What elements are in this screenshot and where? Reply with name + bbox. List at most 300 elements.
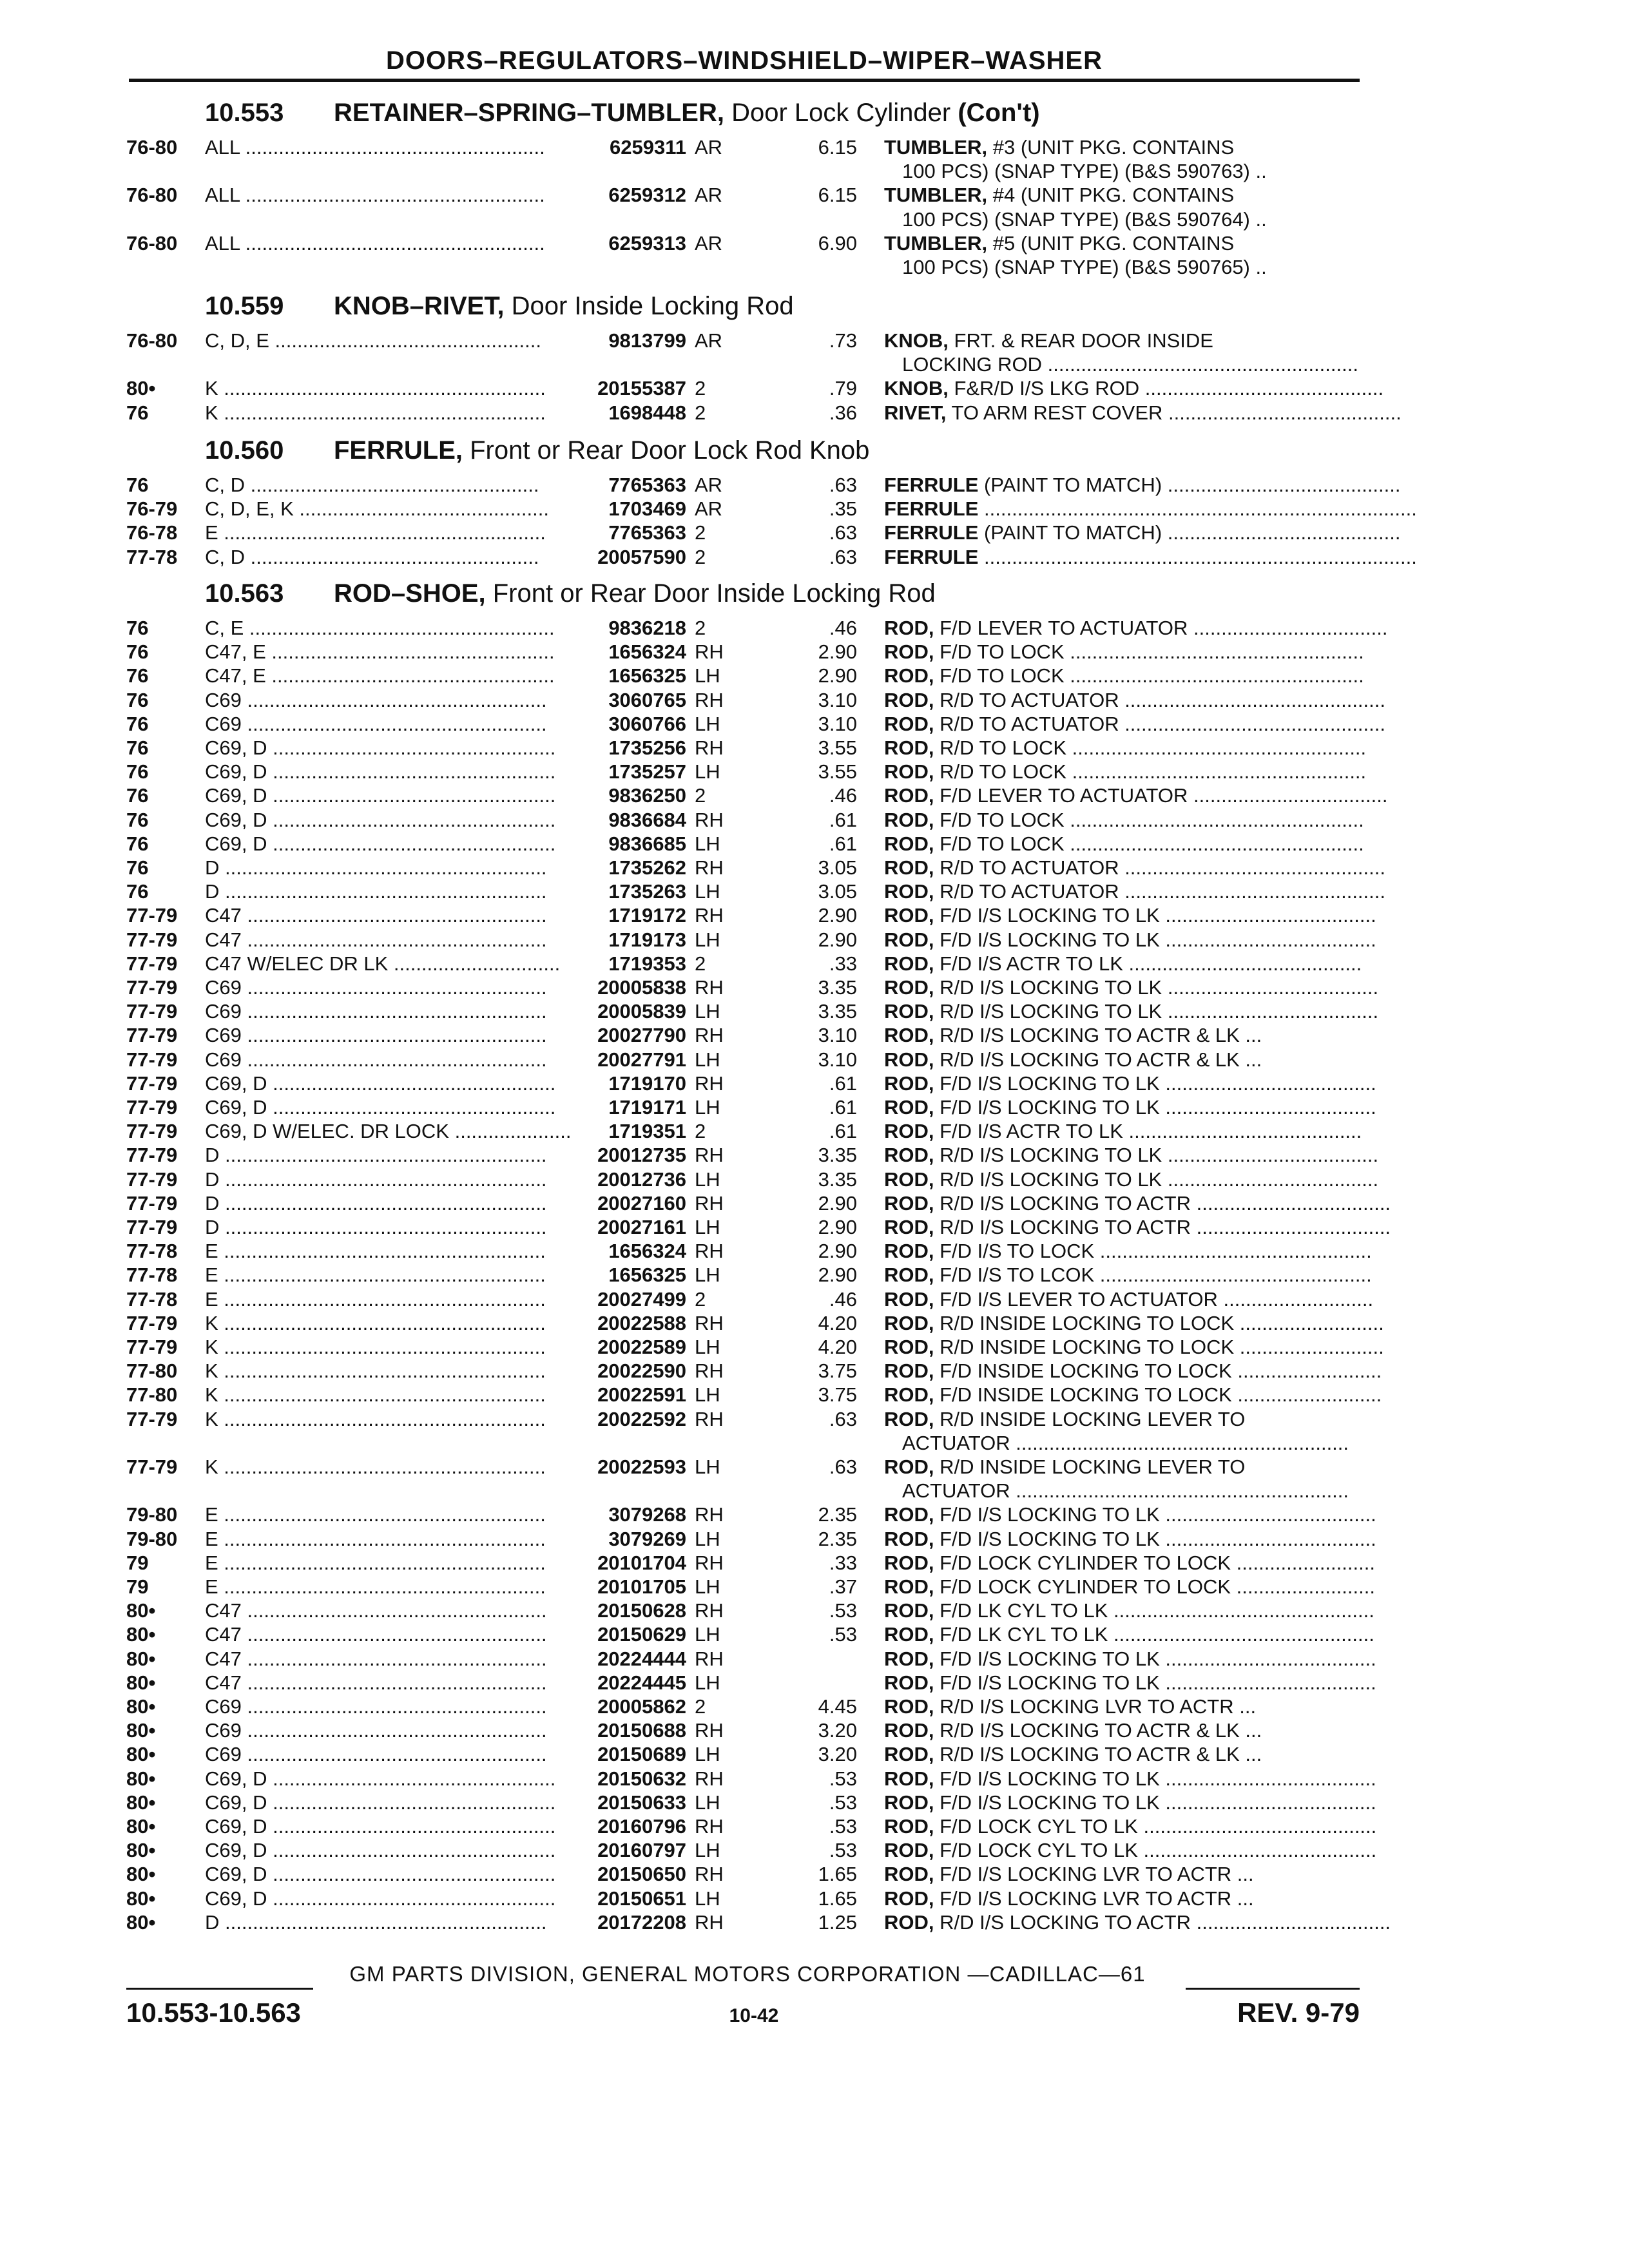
row-year: 80• — [126, 1671, 156, 1694]
row-quantity: 2 — [695, 377, 706, 399]
table-row — [0, 1287, 1629, 1312]
row-part-number: 1719351 — [608, 1120, 686, 1142]
row-description-continued: ACTUATOR ............................................................ — [902, 1479, 1349, 1502]
row-body-style: C69, D ................................................... — [205, 784, 556, 807]
row-description-text: F/D I/S LOCKING TO LK ...................................... — [934, 1767, 1376, 1790]
row-description — [884, 856, 1385, 880]
row-part-number: 9836250 — [608, 784, 686, 807]
table-row — [0, 329, 1629, 353]
table-row — [0, 616, 1629, 640]
row-year: 76 — [126, 760, 149, 783]
row-price: 6.15 — [818, 184, 857, 206]
row-description-text: R/D I/S LOCKING TO ACTR & LK ... — [934, 1743, 1262, 1765]
table-row — [0, 1239, 1629, 1264]
table-row — [0, 1647, 1629, 1671]
footer-rule-right — [1186, 1988, 1360, 1990]
row-quantity: LH — [695, 1575, 720, 1598]
row-description-text: F/D LK CYL TO LK ............................................... — [934, 1599, 1374, 1622]
row-price: .33 — [829, 952, 857, 975]
row-body-style: C69 ...................................................... — [205, 713, 547, 735]
row-year: 76 — [126, 856, 149, 879]
row-description-head: ROD, — [884, 1743, 934, 1765]
row-part-number: 20150688 — [597, 1719, 686, 1742]
row-body-style: C47, E ................................................... — [205, 664, 555, 687]
row-description-text: F/D I/S ACTR TO LK .......................................... — [934, 952, 1362, 975]
row-quantity: LH — [695, 1791, 720, 1814]
row-body-style: ALL ...................................................... — [205, 232, 545, 255]
table-row — [0, 473, 1629, 497]
row-description-head: ROD, — [884, 856, 934, 879]
row-description-head: ROD, — [884, 1264, 934, 1286]
row-price: 3.75 — [818, 1360, 857, 1382]
row-body-style: E .......................................................... — [205, 1264, 546, 1286]
section-number: 10.553 — [205, 99, 284, 127]
row-part-number: 7765363 — [608, 474, 686, 496]
row-quantity: AR — [695, 329, 723, 352]
row-description-head: ROD, — [884, 1216, 934, 1238]
row-body-style: C69, D ................................................... — [205, 760, 556, 783]
row-price: 2.90 — [818, 904, 857, 927]
row-description-text: F/D I/S LOCKING TO LK ...................................... — [934, 904, 1376, 927]
row-part-number: 20022590 — [597, 1360, 686, 1382]
row-description-text: F/D I/S LOCKING TO LK ...................................... — [934, 1528, 1376, 1550]
row-body-style: D .......................................................... — [205, 1168, 547, 1191]
table-row — [0, 879, 1629, 904]
row-description-head: ROD, — [884, 1048, 934, 1071]
row-price: 4.45 — [818, 1695, 857, 1718]
row-description-text: .............................................................................. — [978, 546, 1417, 568]
row-description-head: ROD, — [884, 904, 934, 927]
row-year: 77-79 — [126, 1048, 178, 1071]
row-part-number: 20150651 — [597, 1887, 686, 1910]
row-description-text: R/D TO ACTUATOR ............................................... — [934, 856, 1385, 879]
row-price: .53 — [829, 1767, 857, 1790]
row-body-style: E .......................................................... — [205, 1528, 546, 1550]
table-row — [0, 1862, 1629, 1887]
row-quantity: LH — [695, 1336, 720, 1358]
row-quantity: 2 — [695, 952, 706, 975]
row-description-text: F/D I/S LOCKING TO LK ...................................... — [934, 1096, 1376, 1119]
table-row — [0, 1718, 1629, 1743]
row-body-style: K .......................................................... — [205, 1360, 546, 1382]
row-quantity: LH — [695, 1743, 720, 1765]
row-price: 3.35 — [818, 976, 857, 999]
row-body-style: C47, E ................................................... — [205, 640, 555, 663]
table-row — [0, 975, 1629, 1000]
row-body-style: E .......................................................... — [205, 1503, 546, 1526]
row-year: 76-79 — [126, 497, 178, 520]
row-price: .46 — [829, 1288, 857, 1311]
row-description-text: #4 (UNIT PKG. CONTAINS — [987, 184, 1235, 206]
row-body-style: C69 ...................................................... — [205, 976, 547, 999]
row-year: 77-80 — [126, 1383, 178, 1406]
row-price: .63 — [829, 546, 857, 568]
section-title: Front or Rear Door Inside Locking Rod — [485, 579, 936, 608]
row-quantity: AR — [695, 474, 723, 496]
row-price: 3.10 — [818, 1024, 857, 1046]
row-year: 79-80 — [126, 1528, 178, 1550]
row-part-number: 20150650 — [597, 1863, 686, 1885]
row-body-style: C47 ...................................................... — [205, 1648, 547, 1670]
row-quantity: RH — [695, 1863, 724, 1885]
table-row — [0, 664, 1629, 688]
row-part-number: 1719170 — [608, 1072, 686, 1095]
table-row — [0, 1671, 1629, 1695]
row-description-head: ROD, — [884, 1695, 934, 1718]
row-part-number: 20027499 — [597, 1288, 686, 1311]
table-row — [0, 1215, 1629, 1240]
row-description — [884, 1814, 1377, 1839]
row-description-text: F/D TO LOCK ..................................................... — [934, 664, 1364, 687]
row-description-text: F/D I/S LOCKING TO LK ...................................... — [934, 1648, 1376, 1670]
section-title: Front or Rear Door Lock Rod Knob — [463, 436, 870, 465]
row-year: 80• — [126, 1887, 156, 1910]
row-description-text: R/D I/S LOCKING TO ACTR ................................... — [934, 1216, 1391, 1238]
row-price: .53 — [829, 1815, 857, 1838]
row-quantity: RH — [695, 1240, 724, 1262]
section-title-bold: RETAINER–SPRING–TUMBLER, — [334, 99, 724, 127]
row-description-text: F/D TO LOCK ..................................................... — [934, 809, 1364, 831]
row-quantity: 2 — [695, 784, 706, 807]
row-description-head: ROD, — [884, 1120, 934, 1142]
row-quantity: LH — [695, 760, 720, 783]
row-body-style: C69 ...................................................... — [205, 1024, 547, 1046]
row-body-style: C47 ...................................................... — [205, 1599, 547, 1622]
row-description-text: R/D TO LOCK ..................................................... — [934, 736, 1367, 759]
row-year: 77-79 — [126, 1096, 178, 1119]
row-quantity: RH — [695, 1360, 724, 1382]
table-row-continuation — [0, 207, 1629, 232]
row-year: 76 — [126, 784, 149, 807]
row-quantity: LH — [695, 880, 720, 903]
row-part-number: 20012735 — [597, 1144, 686, 1166]
row-body-style: C47 ...................................................... — [205, 928, 547, 951]
row-description-head: ROD, — [884, 1911, 934, 1934]
row-part-number: 20224445 — [597, 1671, 686, 1694]
row-description-head: ROD, — [884, 1192, 934, 1215]
table-row — [0, 952, 1629, 976]
row-description-text: F/D LOCK CYL TO LK .......................................... — [934, 1839, 1377, 1861]
row-year: 77-80 — [126, 1360, 178, 1382]
row-body-style: D .......................................................... — [205, 1144, 547, 1166]
section-number: 10.559 — [205, 292, 284, 320]
row-price: 3.75 — [818, 1383, 857, 1406]
footer-publisher: GM PARTS DIVISION, GENERAL MOTORS CORPORATION —CADILLAC—61 — [349, 1962, 1146, 1986]
table-row — [0, 545, 1629, 570]
row-year: 79-80 — [126, 1503, 178, 1526]
row-description — [884, 1862, 1360, 1887]
row-year: 77-78 — [126, 1288, 178, 1311]
table-row — [0, 712, 1629, 736]
section-title-bold: ROD–SHOE, — [334, 579, 486, 608]
row-price: 3.10 — [818, 713, 857, 735]
row-description-text: R/D I/S LOCKING TO LK ...................................... — [934, 1144, 1379, 1166]
row-part-number: 1656324 — [608, 640, 686, 663]
row-body-style: C69 ...................................................... — [205, 1743, 547, 1765]
section-title: Door Lock Cylinder — [724, 99, 958, 127]
row-quantity: RH — [695, 904, 724, 927]
row-description-head: ROD, — [884, 1671, 934, 1694]
row-price: 2.35 — [818, 1503, 857, 1526]
row-description-head: ROD, — [884, 617, 934, 639]
table-row — [0, 640, 1629, 664]
table-row — [0, 1838, 1629, 1863]
row-description — [884, 903, 1376, 928]
title-rule — [129, 79, 1360, 82]
row-year: 77-79 — [126, 1144, 178, 1166]
row-description — [884, 1168, 1379, 1192]
row-year: 80• — [126, 1863, 156, 1885]
row-description-head: ROD, — [884, 1839, 934, 1861]
row-part-number: 20160797 — [597, 1839, 686, 1861]
row-year: 77-79 — [126, 1336, 178, 1358]
row-quantity: LH — [695, 1096, 720, 1119]
row-quantity: LH — [695, 1528, 720, 1550]
row-year: 76 — [126, 689, 149, 711]
row-part-number: 1719171 — [608, 1096, 686, 1119]
row-part-number: 3079268 — [608, 1503, 686, 1526]
row-quantity: AR — [695, 184, 723, 206]
row-body-style: C69, D W/ELEC. DR LOCK ..................... — [205, 1120, 572, 1142]
row-description-text: F/D I/S LOCKING TO LK ...................................... — [934, 1503, 1376, 1526]
row-description-head: ROD, — [884, 832, 934, 855]
row-description — [884, 928, 1376, 952]
row-body-style: C, D .................................................... — [205, 474, 539, 496]
table-row — [0, 1887, 1629, 1911]
row-price: 3.55 — [818, 736, 857, 759]
row-price: .61 — [829, 1072, 857, 1095]
table-row — [0, 1359, 1629, 1383]
row-description-text: R/D I/S LOCKING LVR TO ACTR ... — [934, 1695, 1257, 1718]
row-description-text: #5 (UNIT PKG. CONTAINS — [987, 232, 1235, 255]
section-title-suffix: (Con't) — [958, 99, 1040, 127]
table-row — [0, 1455, 1629, 1479]
row-price: .63 — [829, 474, 857, 496]
row-description-text: F/D LOCK CYLINDER TO LOCK ......................... — [934, 1575, 1375, 1598]
table-row — [0, 183, 1629, 207]
row-description — [884, 473, 1401, 497]
row-body-style: C69, D ................................................... — [205, 1072, 556, 1095]
table-row — [0, 1910, 1629, 1935]
row-part-number: 6259312 — [608, 184, 686, 206]
row-year: 76 — [126, 736, 149, 759]
row-year: 76 — [126, 401, 149, 424]
row-price: 2.90 — [818, 1240, 857, 1262]
row-part-number: 20101704 — [597, 1552, 686, 1574]
row-description — [884, 1239, 1372, 1264]
row-description-text: F/D I/S LOCKING TO LK ...................................... — [934, 928, 1376, 951]
row-price: 4.20 — [818, 1336, 857, 1358]
row-part-number: 1656325 — [608, 664, 686, 687]
row-price: .63 — [829, 1408, 857, 1430]
row-part-number: 20022591 — [597, 1383, 686, 1406]
table-row — [0, 808, 1629, 832]
row-part-number: 20027791 — [597, 1048, 686, 1071]
row-description-head: ROD, — [884, 1000, 934, 1023]
row-quantity: 2 — [695, 1120, 706, 1142]
row-quantity: RH — [695, 1767, 724, 1790]
row-description — [884, 736, 1367, 760]
row-year: 76 — [126, 640, 149, 663]
row-quantity: LH — [695, 1887, 720, 1910]
row-quantity: RH — [695, 1599, 724, 1622]
table-row — [0, 1072, 1629, 1096]
row-description — [884, 1887, 1360, 1911]
table-row — [0, 1048, 1629, 1072]
row-year: 76 — [126, 664, 149, 687]
row-description-text: R/D INSIDE LOCKING LEVER TO — [934, 1456, 1246, 1478]
row-price: .53 — [829, 1839, 857, 1861]
row-year: 80• — [126, 1815, 156, 1838]
row-quantity: 2 — [695, 1288, 706, 1311]
row-year: 80• — [126, 1839, 156, 1861]
row-description — [884, 1287, 1374, 1312]
row-description-head: ROD, — [884, 1791, 934, 1814]
row-description — [884, 401, 1402, 425]
table-row-continuation — [0, 159, 1629, 184]
row-description — [884, 1575, 1375, 1599]
row-description-text: R/D TO ACTUATOR ............................................... — [934, 880, 1385, 903]
row-year: 77-78 — [126, 546, 178, 568]
row-description-head: ROD, — [884, 689, 934, 711]
row-quantity: RH — [695, 1503, 724, 1526]
row-body-style: E .......................................................... — [205, 1288, 546, 1311]
row-description — [884, 1143, 1379, 1168]
row-year: 77-79 — [126, 1216, 178, 1238]
row-description — [884, 1215, 1391, 1240]
row-part-number: 20022589 — [597, 1336, 686, 1358]
row-description-text: F&R/D I/S LKG ROD ........................................... — [948, 377, 1384, 399]
row-description-head: ROD, — [884, 664, 934, 687]
row-body-style: C69 ...................................................... — [205, 1719, 547, 1742]
row-year: 76-80 — [126, 184, 178, 206]
table-row — [0, 1383, 1629, 1407]
row-description-text: F/D I/S LOCKING TO LK ...................................... — [934, 1791, 1376, 1814]
row-year: 80• — [126, 1911, 156, 1934]
row-year: 77-78 — [126, 1264, 178, 1286]
table-row — [0, 856, 1629, 880]
row-part-number: 20160796 — [597, 1815, 686, 1838]
row-quantity: LH — [695, 664, 720, 687]
row-quantity: RH — [695, 689, 724, 711]
row-description — [884, 1072, 1376, 1096]
row-quantity: AR — [695, 497, 723, 520]
row-price: 1.65 — [818, 1887, 857, 1910]
row-description-head: TUMBLER, — [884, 184, 988, 206]
section-title-bold: KNOB–RIVET, — [334, 292, 505, 320]
row-quantity: RH — [695, 976, 724, 999]
row-part-number: 1719172 — [608, 904, 686, 927]
row-description — [884, 1191, 1391, 1216]
row-description-text: F/D I/S TO LCOK ................................................. — [934, 1264, 1372, 1286]
row-quantity: RH — [695, 1312, 724, 1334]
row-body-style: C, D .................................................... — [205, 546, 539, 568]
row-year: 77-79 — [126, 1312, 178, 1334]
row-description — [884, 783, 1388, 808]
row-quantity: LH — [695, 928, 720, 951]
row-quantity: AR — [695, 136, 723, 159]
row-body-style: D .......................................................... — [205, 1192, 547, 1215]
row-price: 3.35 — [818, 1000, 857, 1023]
row-quantity: LH — [695, 713, 720, 735]
row-description — [884, 664, 1364, 688]
page-title: DOORS–REGULATORS–WINDSHIELD–WIPER–WASHER — [386, 46, 1103, 75]
row-year: 77-79 — [126, 976, 178, 999]
row-description-head: ROD, — [884, 713, 934, 735]
row-year: 77-79 — [126, 928, 178, 951]
row-body-style: K .......................................................... — [205, 377, 546, 399]
row-quantity: 2 — [695, 401, 706, 424]
row-year: 79 — [126, 1552, 149, 1574]
row-body-style: K .......................................................... — [205, 1408, 546, 1430]
row-year: 80• — [126, 1719, 156, 1742]
row-description-text: R/D I/S LOCKING TO LK ...................................... — [934, 1000, 1379, 1023]
row-description-head: ROD, — [884, 640, 934, 663]
row-price: .53 — [829, 1623, 857, 1646]
row-quantity: LH — [695, 1839, 720, 1861]
row-year: 80• — [126, 1623, 156, 1646]
row-description — [884, 616, 1388, 640]
row-description-head: ROD, — [884, 1456, 934, 1478]
row-description-continued: 100 PCS) (SNAP TYPE) (B&S 590765) .. — [902, 256, 1267, 278]
row-description-text: F/D I/S LOCKING TO LK ...................................... — [934, 1671, 1376, 1694]
row-description — [884, 1767, 1376, 1791]
row-part-number: 20027790 — [597, 1024, 686, 1046]
row-description — [884, 135, 1360, 160]
row-part-number: 1735263 — [608, 880, 686, 903]
row-quantity: LH — [695, 1623, 720, 1646]
row-price: .61 — [829, 832, 857, 855]
row-description-text: R/D INSIDE LOCKING LEVER TO — [934, 1408, 1246, 1430]
row-price: 3.05 — [818, 880, 857, 903]
row-part-number: 20150633 — [597, 1791, 686, 1814]
row-body-style: C69, D ................................................... — [205, 1767, 556, 1790]
row-year: 77-79 — [126, 1168, 178, 1191]
row-quantity: 2 — [695, 546, 706, 568]
row-part-number: 20150629 — [597, 1623, 686, 1646]
row-part-number: 3060766 — [608, 713, 686, 735]
row-body-style: C69 ...................................................... — [205, 1048, 547, 1071]
row-description-head: ROD, — [884, 1072, 934, 1095]
row-description-head: ROD, — [884, 1767, 934, 1790]
row-quantity: LH — [695, 1048, 720, 1071]
row-description-text: F/D I/S LOCKING LVR TO ACTR ... — [934, 1887, 1254, 1910]
footer-revision: REV. 9-79 — [1237, 1997, 1360, 2028]
table-row — [0, 1622, 1629, 1647]
row-price: 3.10 — [818, 1048, 857, 1071]
row-description-text: (PAINT TO MATCH) .......................................... — [978, 474, 1401, 496]
row-part-number: 20022592 — [597, 1408, 686, 1430]
row-description-head: ROD, — [884, 809, 934, 831]
row-description — [884, 952, 1360, 976]
row-description-text: F/D I/S ACTR TO LK .......................................... — [934, 1120, 1362, 1142]
table-row — [0, 231, 1629, 256]
row-description — [884, 376, 1384, 401]
row-description-head: ROD, — [884, 1575, 934, 1598]
row-body-style: K .......................................................... — [205, 1312, 546, 1334]
row-part-number: 20150632 — [597, 1767, 686, 1790]
row-description-text: F/D LOCK CYL TO LK .......................................... — [934, 1815, 1377, 1838]
table-row-continuation — [0, 352, 1629, 377]
row-quantity: AR — [695, 232, 723, 255]
row-description-text: FRT. & REAR DOOR INSIDE — [948, 329, 1213, 352]
row-description — [884, 1527, 1376, 1552]
table-row — [0, 497, 1629, 521]
row-part-number: 1719353 — [608, 952, 686, 975]
row-price: .63 — [829, 521, 857, 544]
row-price: .37 — [829, 1575, 857, 1598]
row-price: 1.25 — [818, 1911, 857, 1934]
